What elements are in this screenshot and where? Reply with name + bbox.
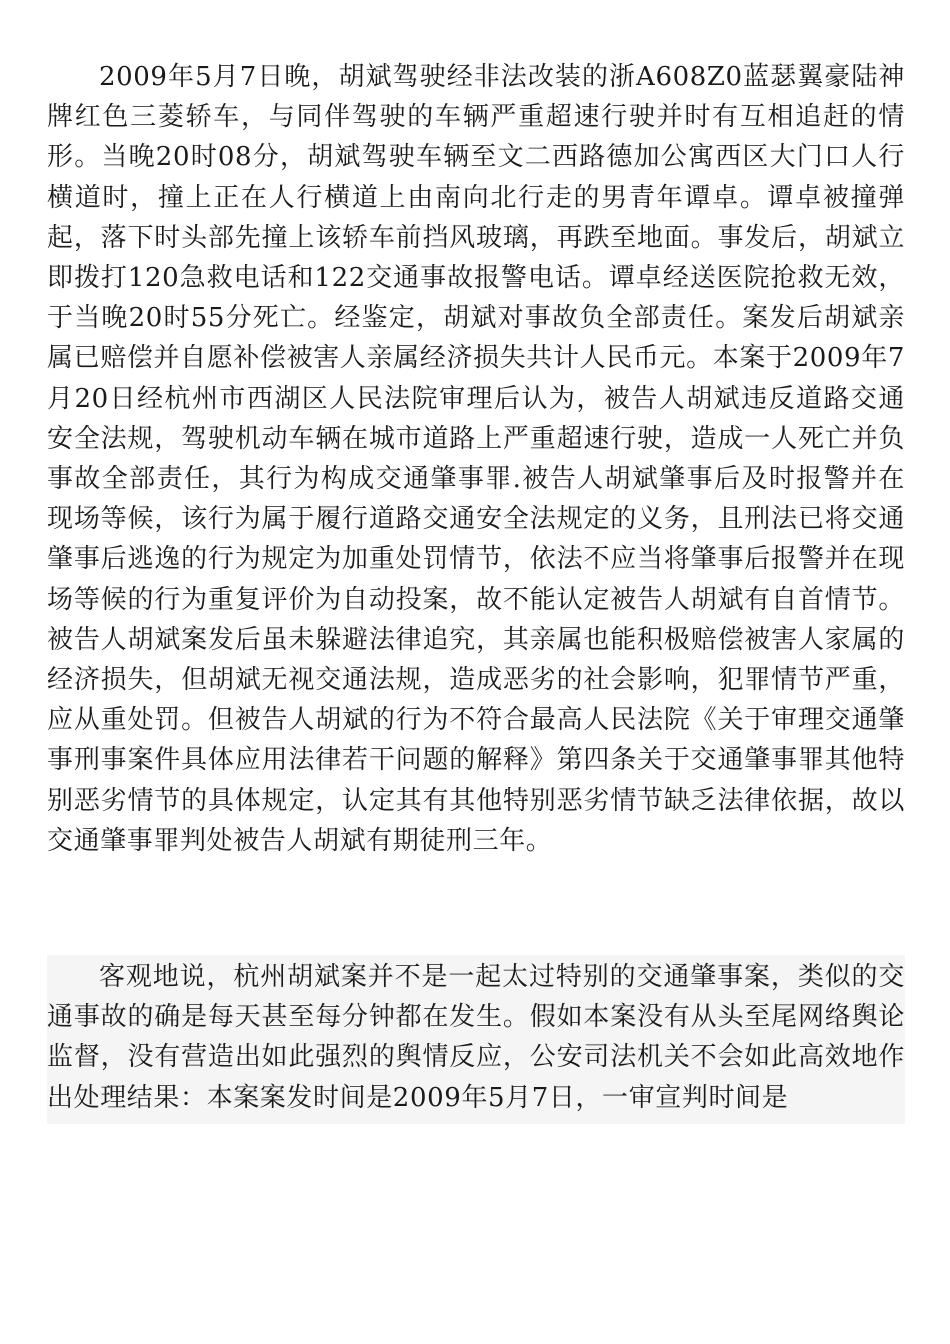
paragraph-case-facts: 2009年5月7日晚，胡斌驾驶经非法改装的浙A608Z0蓝瑟翼豪陆神牌红色三菱轿车，与同伴驾驶的车辆严重超速行驶并时有互相追赶的情形。当晚20时08分，胡斌驾驶车辆至文二西路德加公寓西区大门口人行横道时，撞上正在人行横道上由南向北行走的男青年谭卓。谭卓被撞弹起，落下时头部先撞上该轿车前挡风玻璃，再跌至地面。事发后，胡斌立即拨打120急救电话和122交通事故报警电话。谭卓经送医院抢救无效，于当晚20时55分死亡。经鉴定，胡斌对事故负全部责任。案发后胡斌亲属已赔偿并自愿补偿被害人亲属经济损失共计人民币元。本案于2009年7月20日经杭州市西湖区人民法院审理后认为，被告人胡斌违反道路交通安全法规，驾驶机动车辆在城市道路上严重超速行驶，造成一人死亡并负事故全部责任，其行为构成交通肇事罪.被告人胡斌肇事后及时报警并在现场等候，该行为属于履行道路交通安全法规定的义务，且刑法已将交通肇事后逃逸的行为规定为加重处罚情节，依法不应当将肇事后报警并在现场等候的行为重复评价为自动投案，故不能认定被告人胡斌有自首情节。被告人胡斌案发后虽未躲避法律追究，其亲属也能积极赔偿被害人家属的经济损失，但胡斌无视交通法规，造成恶劣的社会影响，犯罪情节严重，应从重处罚。但被告人胡斌的行为不符合最高人民法院《关于审理交通肇事刑事案件具体应用法律若干问题的解释》第四条关于交通肇事罪其他特别恶劣情节的具体规定，认定其有其他特别恶劣情节缺乏法律依据，故以交通肇事罪判处被告人胡斌有期徒刑三年。 bbox=[47, 62, 905, 856]
paragraph-commentary: 客观地说，杭州胡斌案并不是一起太过特别的交通肇事案，类似的交通事故的确是每天甚至每分钟都在发生。假如本案没有从头至尾网络舆论监督，没有营造出如此强烈的舆情反应，公安司法机关不会如此高效地作出处理结果：本案案发时间是2009年5月7日，一审宣判时间是 bbox=[47, 955, 905, 1124]
